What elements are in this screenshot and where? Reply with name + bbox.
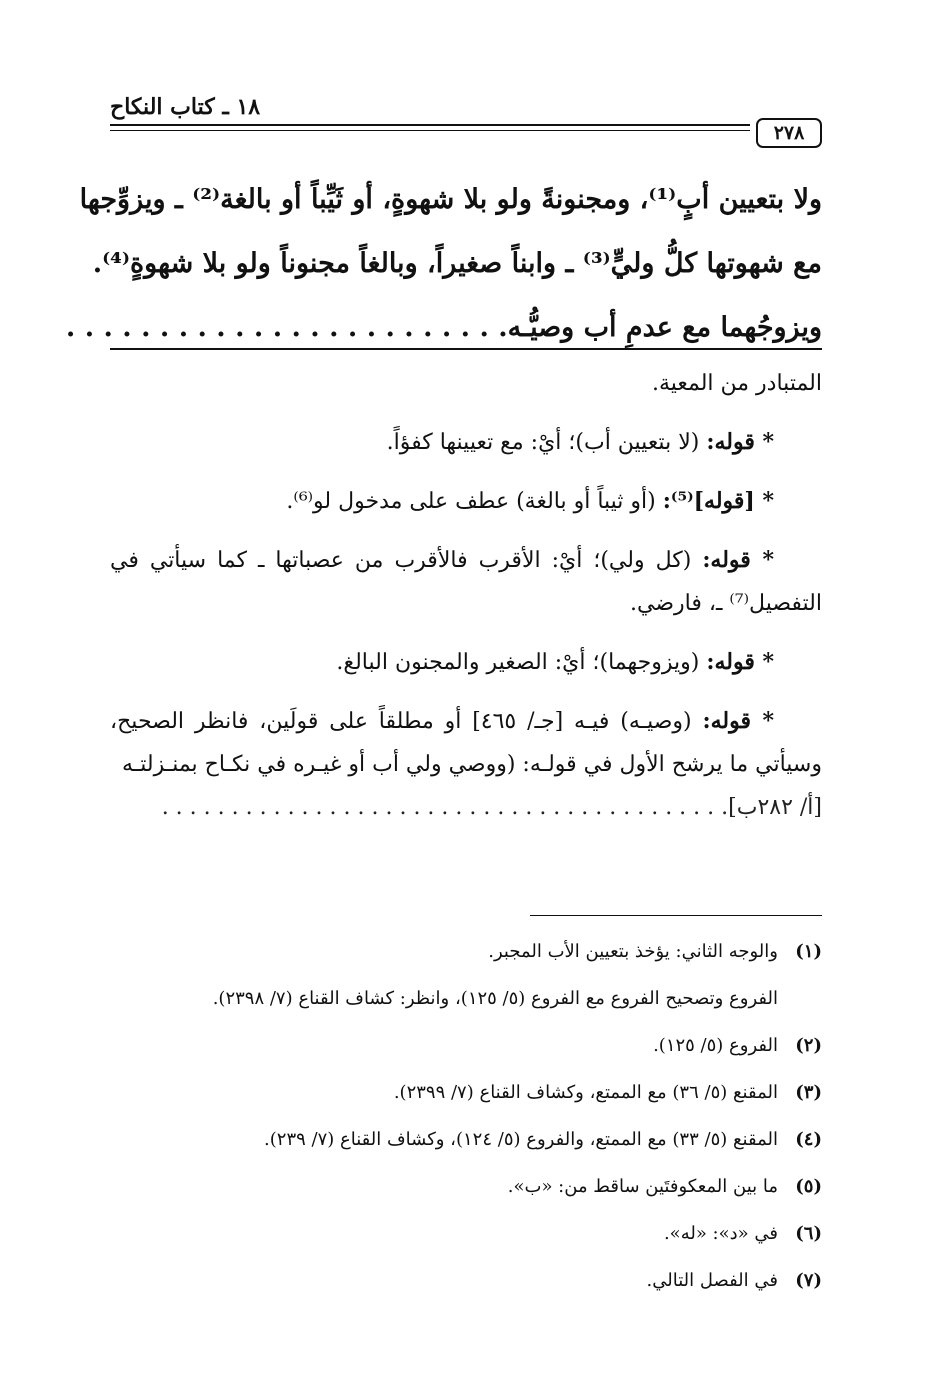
footnote-number: (٢) (795, 1035, 822, 1056)
main-text-line-1: ولا بتعيين أبٍ⁽¹⁾، ومجنونةً ولو بلا شهوةٍ، أو ثَيِّباً أو بالغة⁽²⁾ ـ ويزوِّجها (79, 184, 822, 215)
footnote-number: (١) (795, 941, 822, 962)
footnote-text: ما بين المعكوفتَين ساقط من: «ب». (507, 1176, 778, 1197)
footnote (110, 1022, 822, 1069)
commentary-paragraph-2 (110, 480, 822, 523)
commentary-text: [أ/ ٢٨٢ب]. . . . . . . . . . . . . . . . . . . . . . . . . . . . . . . . . . . . . . . . . (161, 795, 822, 820)
commentary-text: المتبادر من المعية. (651, 371, 822, 396)
footnote-text: الفروع وتصحيح الفروع مع الفروع (٥/ ١٢٥)، وانظر: كشاف القناع (٧/ ٢٣٩٨). (212, 988, 778, 1009)
page-number: ٢٧٨ (756, 118, 822, 148)
footnote-text: في «د»: «له». (663, 1223, 778, 1244)
footnote (110, 1069, 822, 1116)
footnote (110, 1163, 822, 1210)
commentary-paragraph-1 (110, 421, 822, 464)
footnote-number: (٦) (795, 1223, 822, 1244)
footnote (110, 1210, 822, 1257)
footnote (110, 975, 822, 1022)
main-text-divider (110, 348, 822, 350)
commentary-text: (لا بتعيين أب)؛ أيْ: مع تعيينها كفؤاً. (386, 430, 700, 455)
footnote-text: والوجه الثاني: يؤخذ بتعيين الأب المجبر. (488, 941, 778, 962)
footnote (110, 1116, 822, 1163)
commentary-paragraph-0 (110, 362, 822, 405)
footnote-number: (٣) (795, 1082, 822, 1103)
header-rule (110, 124, 750, 131)
footnote-text: الفروع (٥/ ١٢٥). (653, 1035, 778, 1056)
footnote-number: (٥) (795, 1176, 822, 1197)
footnote-text: المقنع (٥/ ٣٦) مع الممتع، وكشاف القناع (٧/ ٢٣٩٩). (393, 1082, 778, 1103)
footnote-number: (٧) (795, 1270, 822, 1291)
commentary-label: * قوله: (706, 649, 774, 675)
commentary-label: * قوله: (706, 429, 774, 455)
commentary-label: * قوله: (702, 547, 774, 573)
commentary-label: * قوله: (702, 708, 774, 734)
commentary-text: (ويزوجهما)؛ أيْ: الصغير والمجنون البالغ. (336, 650, 700, 675)
commentary-label: * [قوله]⁽⁵⁾: (662, 488, 774, 514)
commentary-text: (وصيـه) فيـه [جـ/ ٤٦٥] أو مطلقاً على قولَين، فانظر الصحيح، وسيأتي ما يرشح الأول في قولـه: (ووصي ولي أب أو غيـره في نكـاح بمنـزلتـه (110, 709, 822, 777)
footnote-text: في الفصل التالي. (646, 1270, 778, 1291)
main-text-line-3: ويزوجُهما مع عدمِ أب وصيُّـه. . . . . . . . . . . . . . . . . . . . . . . . (65, 312, 822, 343)
chapter-title: ١٨ ـ كتاب النكاح (110, 94, 261, 120)
page-header (110, 90, 822, 150)
footnote-number: (٤) (795, 1129, 822, 1150)
commentary-text: (أو ثيباً أو بالغة) عطف على مدخول لو⁽⁶⁾. (286, 489, 656, 514)
commentary (110, 362, 822, 829)
footnotes (110, 928, 822, 1304)
commentary-text: (كل ولي)؛ أيْ: الأقرب فالأقرب من عصباتها ـ كما سيأتي في التفصيل⁽⁷⁾ ـ، فارضي. (110, 548, 822, 616)
main-text-line-2: مع شهوتها كلُّ وليٍّ⁽³⁾ ـ وابناً صغيراً، وبالغاً مجنوناً ولو بلا شهوةٍ⁽⁴⁾. (92, 248, 822, 279)
commentary-paragraph-4 (110, 641, 822, 684)
commentary-paragraph-5 (110, 700, 822, 786)
commentary-paragraph-5-end (110, 786, 822, 829)
footnote-text: المقنع (٥/ ٣٣) مع الممتع، والفروع (٥/ ١٢٤)، وكشاف القناع (٧/ ٢٣٩). (264, 1129, 778, 1150)
footnote-divider (530, 915, 822, 916)
commentary-paragraph-3 (110, 539, 822, 625)
footnote (110, 1257, 822, 1304)
footnote (110, 928, 822, 975)
main-text (65, 168, 822, 360)
